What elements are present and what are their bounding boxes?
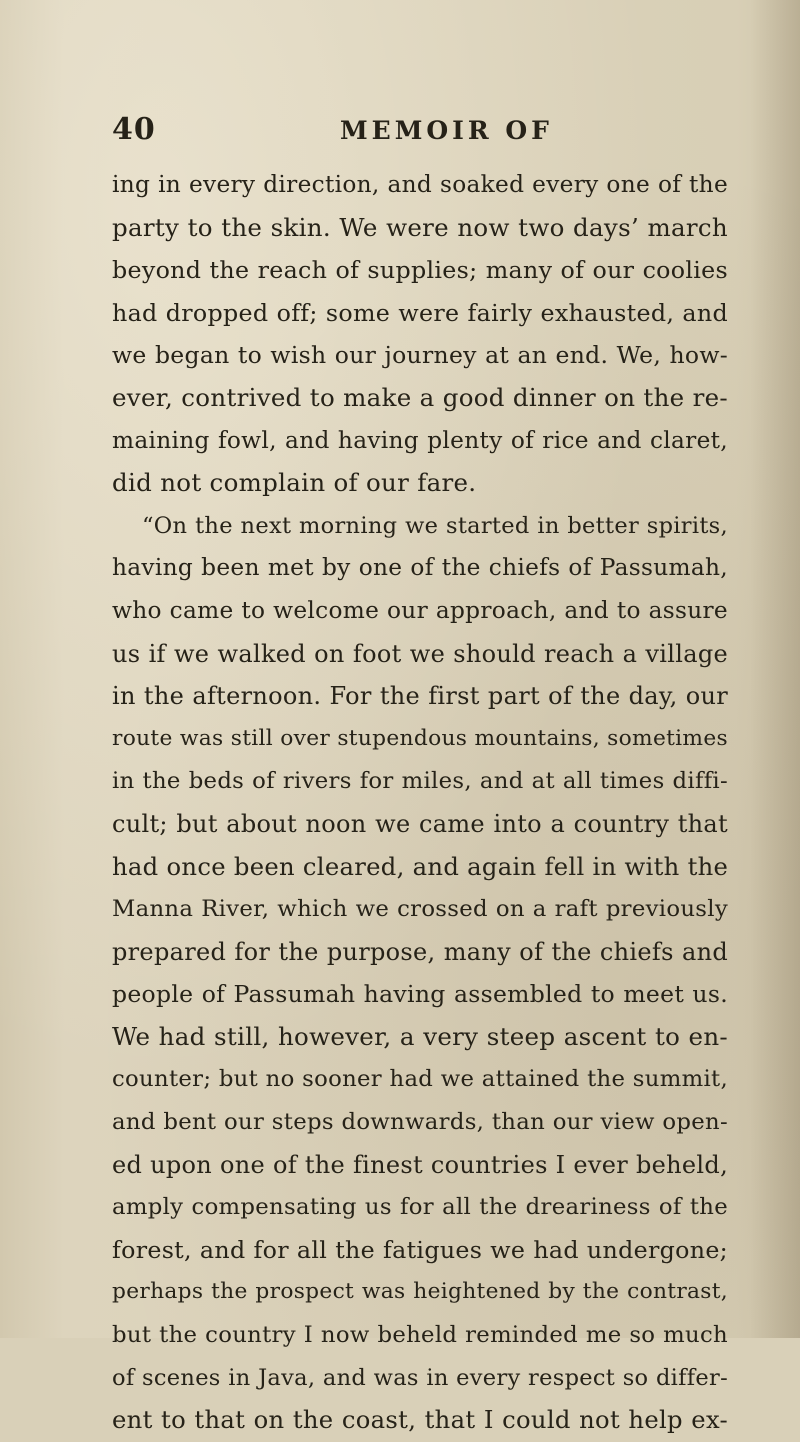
text-line: party to the skin. We were now two days’ march (112, 212, 728, 242)
running-title: MEMOIR OF (340, 116, 553, 145)
text-line: had once been cleared, and again fell in with the (112, 851, 729, 881)
text-line: in the beds of rivers for miles, and at all times diffi- (112, 768, 728, 795)
text-line: ent to that on the coast, that I could not help ex- (112, 1405, 728, 1435)
text-line: of scenes in Java, and was in every respect so differ- (112, 1364, 728, 1391)
text-line: and bent our steps downwards, than our view open- (112, 1109, 728, 1136)
text-line: having been met by one of the chiefs of Passumah, (112, 554, 728, 582)
text-line: we began to wish our journey at an end. We, how- (112, 341, 728, 370)
page-number: 40 (112, 112, 156, 147)
text-line: had dropped off; some were fairly exhausted, and (112, 298, 728, 327)
text-line: maining fowl, and having plenty of rice and claret, (112, 426, 728, 454)
text-line: ed upon one of the finest countries I ever beheld, (112, 1150, 728, 1179)
text-line: counter; but no sooner had we attained the summit, (112, 1066, 728, 1093)
body-text (112, 164, 728, 1442)
text-line: amply compensating us for all the dreariness of the (112, 1194, 728, 1221)
text-line: forest, and for all the fatigues we had undergone; (112, 1235, 728, 1264)
running-head (112, 112, 728, 152)
text-line: perhaps the prospect was heightened by the contrast, (112, 1279, 728, 1305)
text-line: but the country I now beheld reminded me so much (112, 1322, 728, 1349)
page-edge-shadow (750, 0, 800, 1338)
text-line: beyond the reach of supplies; many of our coolies (112, 256, 728, 285)
text-line: “On the next morning we started in better spirits, (142, 512, 728, 539)
text-line: ing in every direction, and soaked every one of the (112, 171, 728, 198)
text-line: who came to welcome our approach, and to assure (112, 596, 728, 624)
text-line: We had still, however, a very steep ascent to en- (112, 1021, 728, 1051)
text-line: ever, contrived to make a good dinner on the re- (112, 382, 728, 412)
text-line: did not complain of our fare. (112, 468, 477, 498)
text-line: us if we walked on foot we should reach a village (112, 639, 728, 668)
text-line: Manna River, which we crossed on a raft previously (112, 896, 728, 923)
text-line: in the afternoon. For the first part of the day, our (112, 682, 728, 711)
text-line: people of Passumah having assembled to meet us. (112, 980, 728, 1009)
text-line: prepared for the purpose, many of the chiefs and (112, 937, 728, 966)
text-line: cult; but about noon we came into a country that (112, 809, 728, 838)
text-line: route was still over stupendous mountains, sometimes (112, 725, 728, 751)
